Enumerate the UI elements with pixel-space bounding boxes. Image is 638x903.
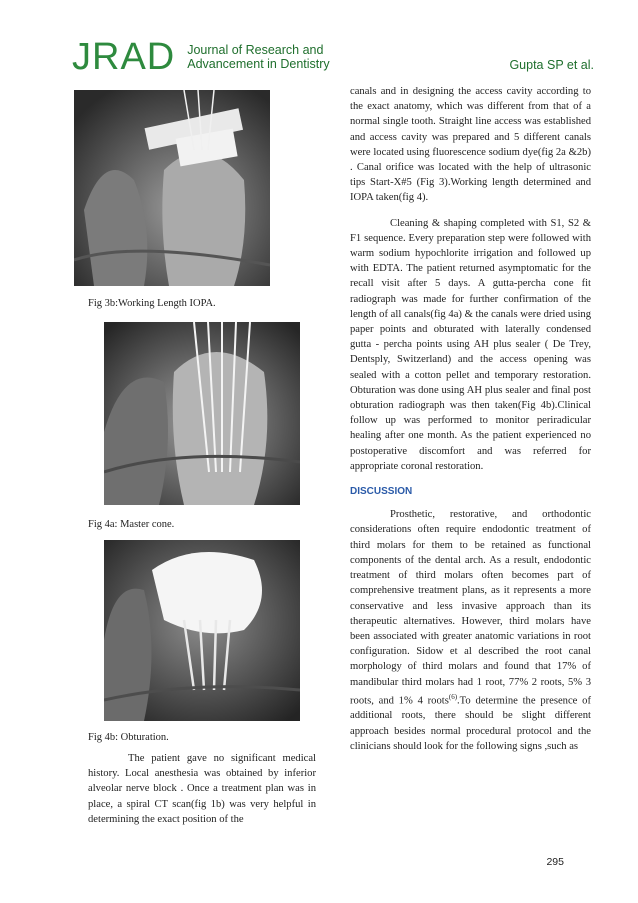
radiograph-image	[104, 322, 300, 505]
discussion-text-2: .To determine the presence of additional roots, there should be slight different approach besides normal procedural protocol and the clinicians should look for the following signs ,such as	[350, 695, 591, 752]
radiograph-image	[104, 540, 300, 721]
journal-title-line1: Journal of Research and	[187, 43, 324, 57]
citation-ref: (6)	[448, 692, 458, 701]
paragraph-canals: canals and in designing the access cavity according to the exact anatomy, which was different from that of a normal single tooth. Straight line access was established and access cavity was prepared and 5 different canals were located using fluorescence sodium dye(fig 2a &2b) . Canal orifice was located with the help of ultrasonic tips Start-X#5 (Fig 3).Working length determined and IOPA taken(fig 4).	[350, 86, 591, 204]
figure-4b-caption: Fig 4b: Obturation.	[88, 732, 169, 743]
figure-3b-caption: Fig 3b:Working Length IOPA.	[88, 298, 216, 309]
figure-4b-radiograph	[104, 540, 300, 721]
running-author: Gupta SP et al.	[509, 58, 594, 72]
paragraph-discussion	[350, 507, 591, 754]
journal-title	[187, 43, 329, 74]
journal-title-line2: Advancement in Dentistry	[187, 57, 330, 71]
figure-4a-caption: Fig 4a: Master cone.	[88, 519, 175, 530]
paragraph-cleaning: Cleaning & shaping completed with S1, S2 & F1 sequence. Every preparation step were followed with warm sodium hypochlorite irrigation and followed up with EDTA. The patient returned asymptomatic for the recall visit after 5 days. A gutta-percha cone fit radiograph was made for further confirmation of the length of all canals(fig 4a) & the canals were dried using paper points and obturated with laterally condensed gutta - percha points using AH plus sealer ( De Trey, Dentsply, Switzerland) and the access opening was sealed with a cotton pellet and temporary restoration. Obturation was done using AH plus sealer and final post obturation radiograph was then taken(Fig 4b).Clinical follow up was performed to monitor periradicular healing after one month. As the patient experienced no postoperative discomfort and was referred for appropriate coronal restoration.	[350, 217, 591, 472]
figure-4a-radiograph	[104, 322, 300, 505]
paragraph-history: The patient gave no significant medical history. Local anesthesia was obtained by inferior alveolar nerve block . Once a treatment plan was in place, a spiral CT scan(fig 1b) was very helpful in determining the exact position of the	[88, 753, 316, 825]
discussion-text-1: Prosthetic, restorative, and orthodontic considerations often require endodontic treatment of third molars for them to be retained as functional components of the dental arch. As a result, endodontic treatment of third molars often becomes part of comprehensive treatment plans, as it represents a more conservative and less invasive approach than its therapeutic alternatives. However, third molars have been associated with greater anatomic variations in root configuration. Sidow et al described the root canal morphology of third molars and found that 17% of mandibular third molars had 1 root, 77% 2 roots, 5% 3 roots, and 1% 4 roots	[350, 509, 591, 707]
right-column	[350, 84, 591, 754]
left-column	[88, 751, 316, 827]
section-heading-discussion: DISCUSSION	[350, 486, 413, 498]
page-number: 295	[546, 856, 564, 868]
logo-mark: JRAD	[72, 36, 176, 78]
figure-3b-radiograph	[74, 90, 270, 286]
radiograph-image	[74, 90, 270, 286]
journal-logo	[72, 36, 330, 78]
